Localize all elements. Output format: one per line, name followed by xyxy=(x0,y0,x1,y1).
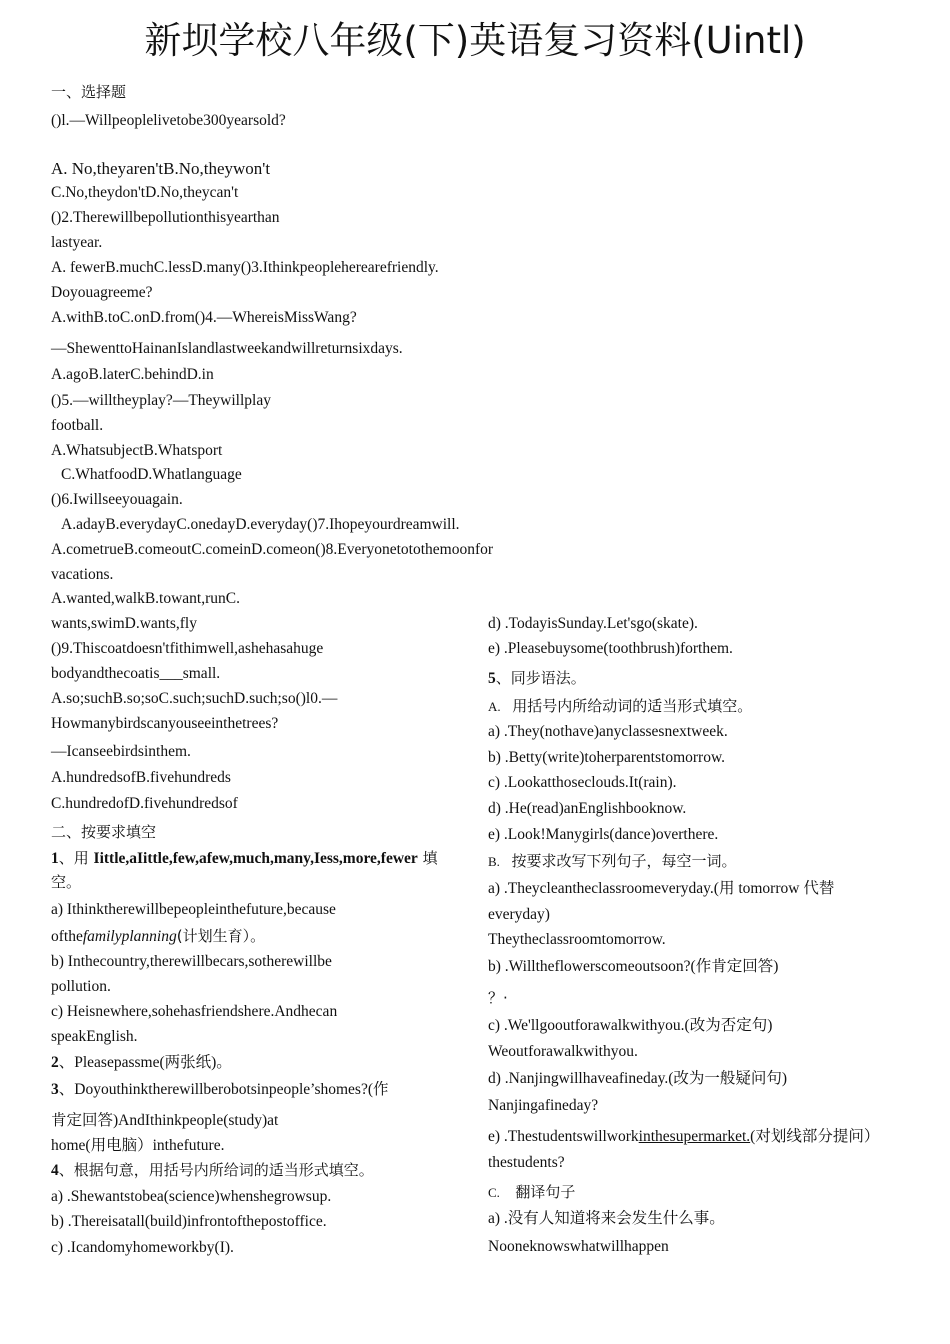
rewrite-b3: c) .We'llgooutforawalkwithyou.(改为否定句) xyxy=(488,1017,773,1034)
fill-4-text: 、根据句意，用括号内所给词的适当形式填空。 xyxy=(58,1161,374,1179)
subsection-label: B. xyxy=(488,854,500,869)
question-9: ()9.Thiscoatdoesn'tfithimwell,ashehasahuge xyxy=(51,640,324,657)
question-7-options: A.cometrueB.comeoutC.comeinD.comeon()8.Everyonetotothemoonfor xyxy=(51,541,494,558)
question-6-options: A.adayB.everydayC.onedayD.everyday()7.Ihopeyourdreamwill. xyxy=(61,516,460,533)
subsection-b-heading xyxy=(488,851,737,872)
fill-1a-italic: familyplanning xyxy=(82,928,177,945)
rewrite-b1-answer: Theytheclassroomtomorrow. xyxy=(488,931,666,948)
question-1: ()l.—Willpeoplelivetobe300yearsold? xyxy=(51,112,286,129)
fill-1b-cont: pollution. xyxy=(51,978,111,995)
fill-1a-cont xyxy=(51,926,265,947)
fill-1b: b) Inthecountry,therewillbecars,sotherewillbe xyxy=(51,953,332,970)
question-4-cont: —ShewenttoHainanIslandlastweekandwillreturnsixdays. xyxy=(51,340,403,357)
section-heading-fill: 二、按要求填空 xyxy=(51,823,157,841)
question-10-cont: —Icanseebirdsinthem. xyxy=(51,743,191,760)
fill-3-cont2: home(用电脑）inthefuture. xyxy=(51,1137,225,1154)
fill-1a-text: ofthe xyxy=(51,928,83,945)
rewrite-b5-text: e) .Thestudentswillwork xyxy=(488,1128,639,1145)
rewrite-b5-underlined: inthesupermarket. xyxy=(638,1128,751,1145)
rewrite-b5-note: (对划线部分提问） xyxy=(750,1128,880,1145)
fill-1-instruction xyxy=(51,848,438,869)
question-10: Howmanybirdscanyouseeinthetrees? xyxy=(51,715,279,732)
rewrite-b4: d) .Nanjingwillhaveafineday.(改为一般疑问句) xyxy=(488,1070,788,1087)
question-1-options-ab: A. No,theyaren'tB.No,theywon't xyxy=(51,159,271,178)
fill-4c: c) .Icandomyhomeworkby(I). xyxy=(51,1239,234,1256)
question-10-options-cd: C.hundredofD.fivehundredsof xyxy=(51,795,238,812)
question-5-options-ab: A.WhatsubjectB.Whatsport xyxy=(51,442,223,459)
question-8-options-ab: A.wanted,walkB.towant,runC. xyxy=(51,590,240,607)
fill-1a: a) Ithinktherewillbepeopleinthefuture,because xyxy=(51,901,336,918)
rewrite-b4-answer: Nanjingafineday? xyxy=(488,1097,599,1114)
subsection-c-title: 翻译句子 xyxy=(515,1183,576,1201)
item-number: 2 xyxy=(51,1054,59,1071)
item-number: 5 xyxy=(488,670,496,687)
translate-c1-answer: Nooneknowswhatwillhappen xyxy=(488,1238,669,1255)
grammar-a3: c) .Lookatthoseclouds.It(rain). xyxy=(488,774,677,791)
rewrite-b3-answer: Weoutforawalkwithyou. xyxy=(488,1043,638,1060)
rewrite-b2-answer: ？· xyxy=(488,989,508,1007)
subsection-a-title: 用括号内所给动词的适当形式填空。 xyxy=(512,697,753,715)
fill-1c-cont: speakEnglish. xyxy=(51,1028,138,1045)
rewrite-b1: a) .Theycleantheclassroomeveryday.(用 tomorrow 代替 xyxy=(488,880,835,897)
question-5-options-cd: C.WhatfoodD.Whatlanguage xyxy=(61,466,242,483)
fill-1-word-list: Iittle,aIittle,few,afew,much,many,Iess,more,fewer xyxy=(93,850,418,867)
section-5-title: 、同步语法。 xyxy=(495,669,586,687)
page-title: 新坝学校八年级(下)英语复习资料(Uintl) xyxy=(144,19,806,62)
grammar-a1: a) .They(nothave)anyclassesnextweek. xyxy=(488,723,728,740)
grammar-a2: b) .Betty(write)toherparentstomorrow. xyxy=(488,749,726,766)
subsection-b-title: 按要求改写下列句子，每空一词。 xyxy=(511,852,737,870)
fill-3-cont: 肯定回答)AndIthinkpeople(study)at xyxy=(51,1112,279,1129)
rewrite-b5 xyxy=(488,1127,879,1147)
fill-3 xyxy=(51,1080,389,1100)
grammar-a5: e) .Look!Manygirls(dance)overthere. xyxy=(488,826,719,843)
item-number: 1 xyxy=(51,850,59,867)
subsection-a-heading xyxy=(488,696,752,717)
fill-1-prefix: 、用 xyxy=(58,849,94,867)
question-8-cont: vacations. xyxy=(51,566,114,583)
rewrite-b1-cont: everyday) xyxy=(488,906,550,923)
item-number: 3 xyxy=(51,1081,59,1098)
fill-4b: b) .Thereisatall(build)infrontofthepostoffice. xyxy=(51,1213,327,1230)
rewrite-b5-answer: thestudents? xyxy=(488,1154,565,1171)
fill-2 xyxy=(51,1053,232,1073)
fill-2-text: 、Pleasepassme(两张纸)。 xyxy=(58,1054,232,1071)
translate-c1: a) .没有人知道将来会发生什么事。 xyxy=(488,1210,725,1227)
fill-3-text: 、Doyouthinktherewillberobotsinpeople’shomes?(作 xyxy=(58,1081,389,1098)
question-6: ()6.Iwillseeyouagain. xyxy=(51,491,183,508)
question-9-cont: bodyandthecoatis___small. xyxy=(51,665,221,682)
item-number: 4 xyxy=(51,1162,59,1179)
question-3-cont: Doyouagreeme? xyxy=(51,284,153,301)
subsection-label: A. xyxy=(488,699,501,714)
fill-1c: c) Heisnewhere,sohehasfriendshere.Andhecan xyxy=(51,1003,338,1020)
grammar-a4: d) .He(read)anEnglishbooknow. xyxy=(488,800,687,817)
section-5-heading xyxy=(488,668,586,689)
question-5-cont: football. xyxy=(51,417,104,434)
fill-4a: a) .Shewantstobea(science)whenshegrowsup. xyxy=(51,1188,332,1205)
fill-1-suffix: 填 xyxy=(417,849,438,867)
question-2-options: A. fewerB.muchC.lessD.many()3.Ithinkpeopleherearefriendly. xyxy=(51,259,439,276)
rewrite-b2: b) .Willtheflowerscomeoutsoon?(作肯定回答) xyxy=(488,958,779,975)
question-5: ()5.—willtheyplay?—Theywillplay xyxy=(51,392,271,409)
fill-1a-note: (计划生育）。 xyxy=(176,927,266,945)
fill-4e: e) .Pleasebuysome(toothbrush)forthem. xyxy=(488,640,733,657)
subsection-label: C. xyxy=(488,1185,500,1200)
question-8-options-cd: wants,swimD.wants,fly xyxy=(51,615,197,632)
fill-1-instruction-cont: 空。 xyxy=(51,873,82,891)
subsection-c-heading xyxy=(488,1182,575,1203)
section-heading-choice: 一、选择题 xyxy=(51,83,127,101)
question-10-options-ab: A.hundredsofB.fivehundreds xyxy=(51,769,231,786)
fill-4d: d) .TodayisSunday.Let'sgo(skate). xyxy=(488,615,698,632)
question-2-cont: lastyear. xyxy=(51,234,103,251)
question-9-options: A.so;suchB.so;soC.such;suchD.such;so()l0.— xyxy=(51,690,338,707)
question-3-options: A.withB.toC.onD.from()4.—WhereisMissWang? xyxy=(51,309,357,326)
fill-4 xyxy=(51,1160,374,1181)
question-2: ()2.Therewillbepollutionthisyearthan xyxy=(51,209,280,226)
question-1-options-cd: C.No,theydon'tD.No,theycan't xyxy=(51,184,239,201)
question-4-options: A.agoB.laterC.behindD.in xyxy=(51,366,214,383)
